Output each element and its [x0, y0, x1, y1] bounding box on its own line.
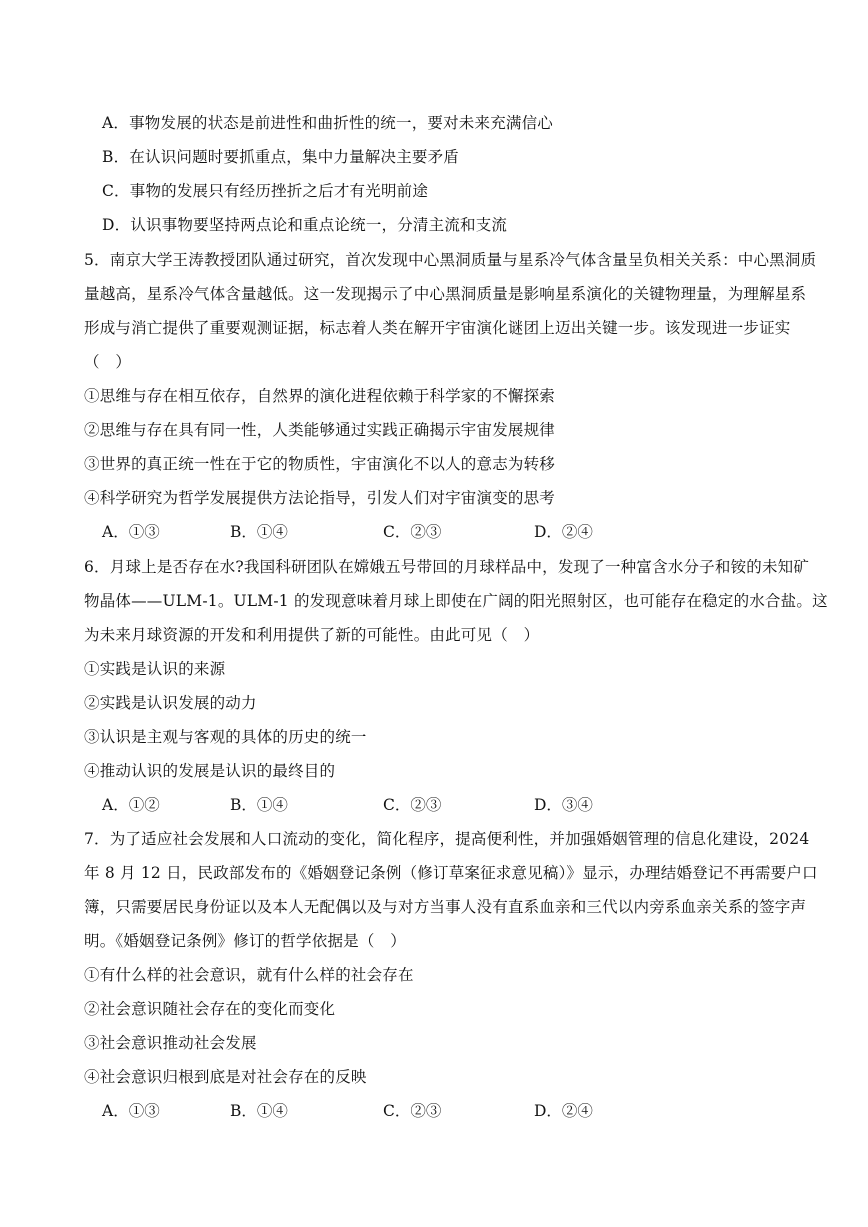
- q7-stem-line: 明。《婚姻登记条例》修订的哲学依据是（ ）: [84, 932, 406, 950]
- q6-item-3: ③认识是主观与客观的具体的历史的统一: [84, 728, 367, 746]
- q5-item-2: ②思维与存在具有同一性，人类能够通过实践正确揭示宇宙发展规律: [84, 421, 556, 439]
- q5-stem-line: 5．南京大学王涛教授团队通过研究，首次发现中心黑洞质量与星系冷气体含量呈负相关关系：中心黑洞质: [84, 251, 817, 269]
- q7-stem-line: 7．为了适应社会发展和人口流动的变化，简化程序，提高便利性，并加强婚姻管理的信息化建设，2024: [84, 830, 810, 848]
- q5-choice-b: B．①④: [230, 523, 288, 541]
- q5-choice-c: C．②③: [383, 523, 442, 541]
- q7-choice-c: C．②③: [383, 1102, 442, 1120]
- q7-item-4: ④社会意识归根到底是对社会存在的反映: [84, 1068, 367, 1086]
- q6-item-2: ②实践是认识发展的动力: [84, 694, 257, 712]
- q6-item-1: ①实践是认识的来源: [84, 660, 226, 678]
- q5-stem-line: 形成与消亡提供了重要观测证据，标志着人类在解开宇宙演化谜团上迈出关键一步。该发现进一步证实: [84, 319, 791, 337]
- q5-item-4: ④科学研究为哲学发展提供方法论指导，引发人们对宇宙演变的思考: [84, 489, 556, 507]
- q6-choice-a: A．①②: [102, 796, 160, 814]
- q4-option-b: B．在认识问题时要抓重点，集中力量解决主要矛盾: [102, 148, 459, 166]
- q6-stem-line: 物晶体——ULM-1。ULM-1 的发现意味着月球上即使在广阔的阳光照射区，也可能存在稳定的水合盐。这: [84, 592, 828, 610]
- q4-option-c: C．事物的发展只有经历挫折之后才有光明前途: [102, 182, 429, 200]
- q6-choice-d: D．③④: [534, 796, 593, 814]
- q6-stem-line: 6．月球上是否存在水?我国科研团队在嫦娥五号带回的月球样品中，发现了一种富含水分子和铵的未知矿: [84, 558, 810, 576]
- q5-item-1: ①思维与存在相互依存，自然界的演化进程依赖于科学家的不懈探索: [84, 387, 556, 405]
- q7-stem-line: 年 8 月 12 日，民政部发布的《婚姻登记条例（修订草案征求意见稿）》显示，办理结婚登记不再需要户口: [84, 864, 818, 882]
- q5-stem-line: 量越高，星系冷气体含量越低。这一发现揭示了中心黑洞质量是影响星系演化的关键物理量，为理解星系: [84, 285, 807, 303]
- q7-choice-b: B．①④: [230, 1102, 288, 1120]
- q7-stem-line: 簿，只需要居民身份证以及本人无配偶以及与对方当事人没有直系血亲和三代以内旁系血亲关系的签字声: [84, 898, 807, 916]
- q6-choice-b: B．①④: [230, 796, 288, 814]
- q7-item-2: ②社会意识随社会存在的变化而变化: [84, 1000, 336, 1018]
- q5-item-3: ③世界的真正统一性在于它的物质性，宇宙演化不以人的意志为转移: [84, 455, 556, 473]
- q6-item-4: ④推动认识的发展是认识的最终目的: [84, 762, 336, 780]
- q7-choice-d: D．②④: [534, 1102, 593, 1120]
- q5-choice-d: D．②④: [534, 523, 593, 541]
- q7-item-3: ③社会意识推动社会发展: [84, 1034, 257, 1052]
- q6-stem-line: 为未来月球资源的开发和利用提供了新的可能性。由此可见（ ）: [84, 626, 540, 644]
- q4-option-d: D．认识事物要坚持两点论和重点论统一，分清主流和支流: [102, 216, 508, 234]
- q6-choice-c: C．②③: [383, 796, 442, 814]
- q5-choice-a: A．①③: [102, 523, 160, 541]
- q7-item-1: ①有什么样的社会意识，就有什么样的社会存在: [84, 966, 414, 984]
- q4-option-a: A．事物发展的状态是前进性和曲折性的统一，要对未来充满信心: [102, 114, 553, 132]
- q5-stem-line: （ ）: [84, 353, 132, 371]
- q7-choice-a: A．①③: [102, 1102, 160, 1120]
